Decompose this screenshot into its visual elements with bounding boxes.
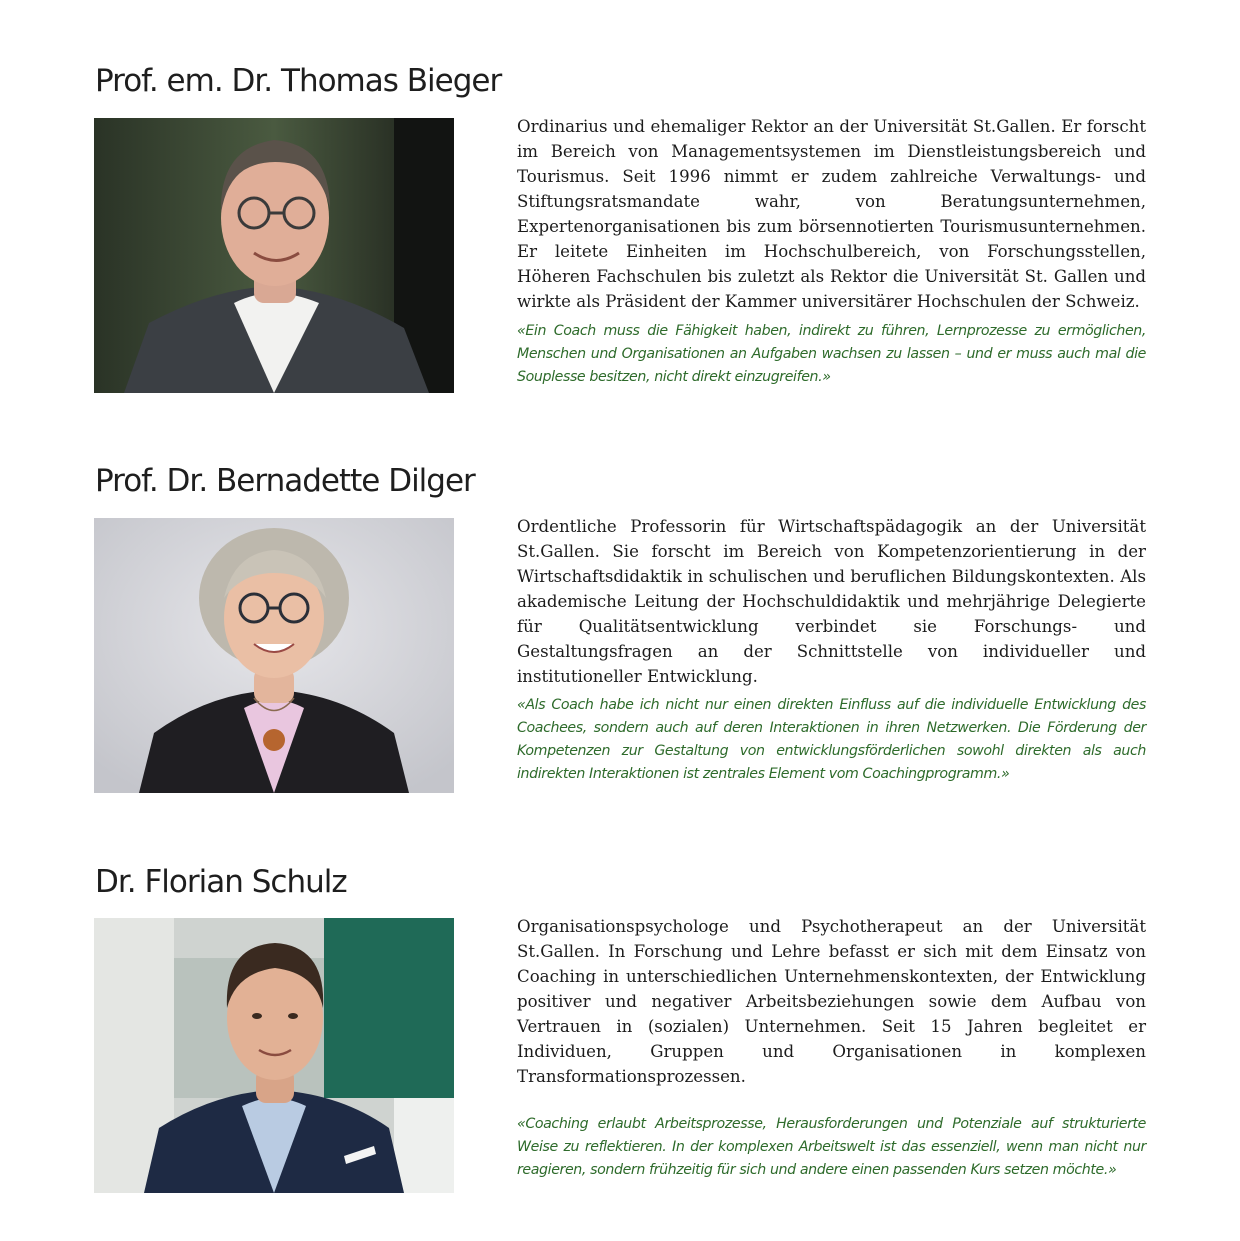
- person-name: Prof. em. Dr. Thomas Bieger: [95, 63, 502, 99]
- quote-text: «Als Coach habe ich nicht nur einen direkten Einfluss auf die individuelle Entwicklung des Coachees, sondern auch auf deren Interaktionen in ihren Netzwerken. Die Förderung der Kompetenzen zur Gestaltung von entwicklungsförderlichen sowohl direkten als auch indirekten Interaktionen ist zentrales Element vom Coachingprogramm.»: [517, 697, 1146, 782]
- quote-text: «Ein Coach muss die Fähigkeit haben, indirekt zu führen, Lernprozesse zu ermöglichen, Menschen und Organisationen an Aufgaben wachsen zu lassen – und er muss auch mal die Souplesse besitzen, nicht direkt einzugreifen.»: [517, 323, 1146, 385]
- person-name: Dr. Florian Schulz: [95, 864, 347, 900]
- person-name: Prof. Dr. Bernadette Dilger: [95, 463, 475, 499]
- quote-text: «Coaching erlaubt Arbeitsprozesse, Herausforderungen und Potenziale auf strukturierte Weise zu reflektieren. In der komplexen Arbeitswelt ist das essenziell, wenn man nicht nur reagieren, sondern frühzeitig für sich und andere einen passenden Kurs setzen möchte.»: [517, 1116, 1146, 1178]
- biography-text: Organisationspsychologe und Psychotherapeut an der Universität St.Gallen. In Forschung und Lehre befasst er sich mit dem Einsatz von Coaching in unterschiedlichen Unternehmenskontexten, der Entwicklung positiver und negativer Arbeitsbeziehungen sowie dem Aufbau von Vertrauen in (sozialen) Unternehmen. Seit 15 Jahren begleitet er Individuen, Gruppen und Organisationen in komplexen Transformationsprozessen.: [517, 917, 1146, 1086]
- portrait-photo-bernadette-dilger: [94, 518, 454, 793]
- portrait-photo-florian-schulz: [94, 918, 454, 1193]
- biography-text: Ordinarius und ehemaliger Rektor an der Universität St.Gallen. Er forscht im Bereich von Managementsystemen im Dienstleistungsbereich und Tourismus. Seit 1996 nimmt er zudem zahlreiche Verwaltungs- und Stiftungsratsmandate wahr, von Beratungsunternehmen, Expertenorganisationen bis zum börsennotierten Tourismusunternehmen. Er leitete Einheiten im Hochschulbereich, von Forschungsstellen, Höheren Fachschulen bis zuletzt als Rektor die Universität St. Gallen und wirkte als Präsident der Kammer universitärer Hochschulen der Schweiz.: [517, 117, 1146, 311]
- portrait-photo-thomas-bieger: [94, 118, 454, 393]
- biography-text: Ordentliche Professorin für Wirtschaftspädagogik an der Universität St.Gallen. Sie forscht im Bereich von Kompetenzorientierung in der Wirtschaftsdidaktik in schulischen und beruflichen Bildungskontexten. Als akademische Leitung der Hochschuldidaktik und mehrjährige Delegierte für Qualitätsentwicklung verbindet sie Forschungs- und Gestaltungsfragen an der Schnittstelle von individueller und institutioneller Entwicklung.: [517, 517, 1146, 686]
